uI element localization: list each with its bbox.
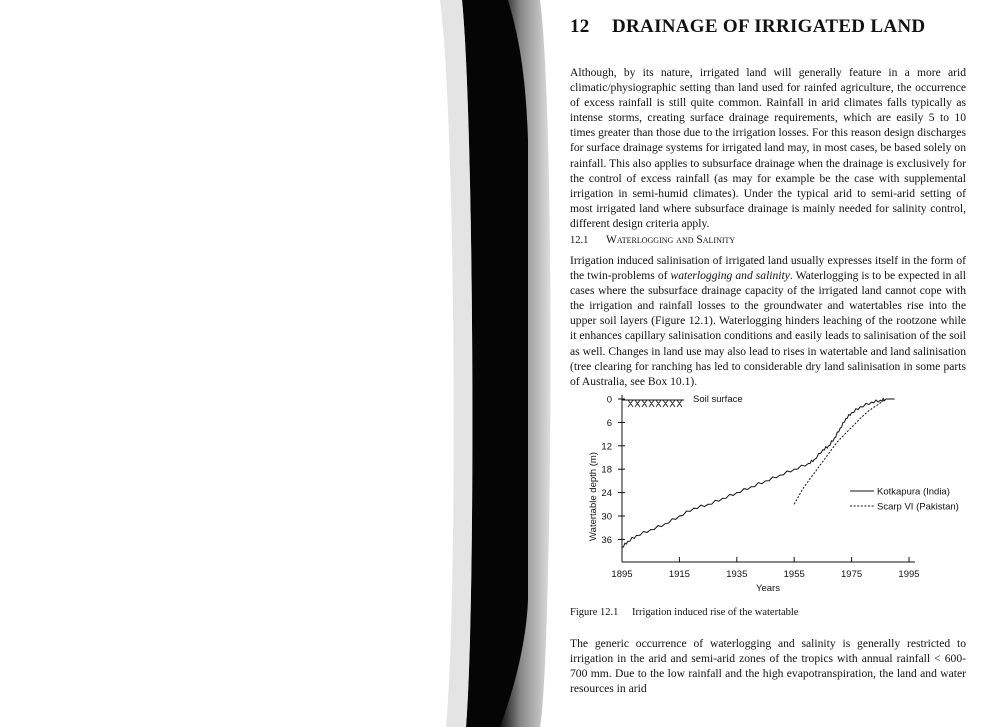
section-paragraph-italic: waterlogging and salinity — [670, 269, 790, 283]
y-tick-label: 24 — [601, 488, 612, 500]
x-axis-title: Years — [756, 583, 780, 594]
y-tick-label: 6 — [606, 417, 612, 429]
section-paragraph-part-1: Irrigation induced salinisation of irrigated land usually expresses itself in the form of the twin-problems of — [570, 254, 966, 283]
figure-caption — [570, 607, 798, 618]
x-tick-label: 1935 — [726, 569, 748, 580]
closing-paragraph: The generic occurrence of waterlogging and salinity is generally restricted to irrigation in the arid and semi-arid zones of the tropics with annual rainfall < 600-700 mm. Due to the low rainfall and the high evapotranspiration, the land and water resources in arid — [570, 637, 966, 696]
section-title: Waterlogging and Salinity — [606, 234, 736, 246]
legend-label: Scarp VI (Pakistan) — [877, 501, 959, 513]
figure-label: Figure 12.1 — [570, 607, 619, 618]
x-tick-label: 1975 — [841, 569, 863, 580]
x-tick-label: 1955 — [783, 569, 805, 580]
x-tick-label: 1895 — [611, 569, 633, 580]
y-tick-label: 12 — [601, 441, 612, 453]
x-tick-label: 1995 — [898, 569, 920, 580]
intro-paragraph: Although, by its nature, irrigated land will generally feature in a more arid climatic/physiographic setting than land used for rainfed agriculture, the occurrence of excess rainfall is still quite common. Rainfall in arid climates falls typically as intense storms, creating surface drainage requirements, which are easily 5 to 10 times greater than those due to the irrigation losses. For this reason design discharges for surface drainage systems for irrigated land may, in most cases, be based solely on rainfall. This also applies to subsurface drainage when the drainage is exclusively for the control of excess rainfall (as may for example be the case with supplemental irrigation in semi-humid climates). Under the typical arid to semi-arid setting of most irrigated land where subsurface drainage is mainly needed for salinity control, different design criteria apply. — [570, 66, 966, 230]
x-tick-label: 1915 — [668, 569, 690, 580]
section-paragraph-part-2: . Waterlogging is to be expected in all cases where the subsurface drainage capacity of the irrigated land cannot cope with the irrigation and rainfall losses to the groundwater and watertables rise into the upper soil layers (Figure 12.1). Waterlogging hinders leaching of the rootzone while it enhances capillary salinisation conditions and easily leads to salinisation of the soil as well. Changes in land use may also lead to rises in watertable and land salinisation (tree clearing for ranching has led to considerable dry land salinisation in some parts of Australia, see Box 10.1). — [570, 269, 966, 388]
series-line-kotkapura — [622, 399, 886, 548]
figure-caption-text: Irrigation induced rise of the watertable — [632, 607, 799, 618]
legend-label: Kotkapura (India) — [877, 486, 950, 498]
y-tick-label: 36 — [601, 534, 612, 546]
y-tick-label: 18 — [601, 464, 612, 476]
series-line-scarp-vi — [794, 399, 886, 504]
soil-surface-annotation: Soil surface — [693, 394, 743, 405]
chapter-title: DRAINAGE OF IRRIGATED LAND — [612, 16, 926, 37]
y-axis-title: Watertable depth (m) — [588, 452, 599, 541]
soil-surface-hatch — [628, 400, 682, 407]
section-number: 12.1 — [570, 235, 589, 246]
y-tick-label: 0 — [606, 394, 612, 406]
y-tick-label: 30 — [601, 511, 612, 523]
chapter-number: 12 — [570, 16, 590, 37]
